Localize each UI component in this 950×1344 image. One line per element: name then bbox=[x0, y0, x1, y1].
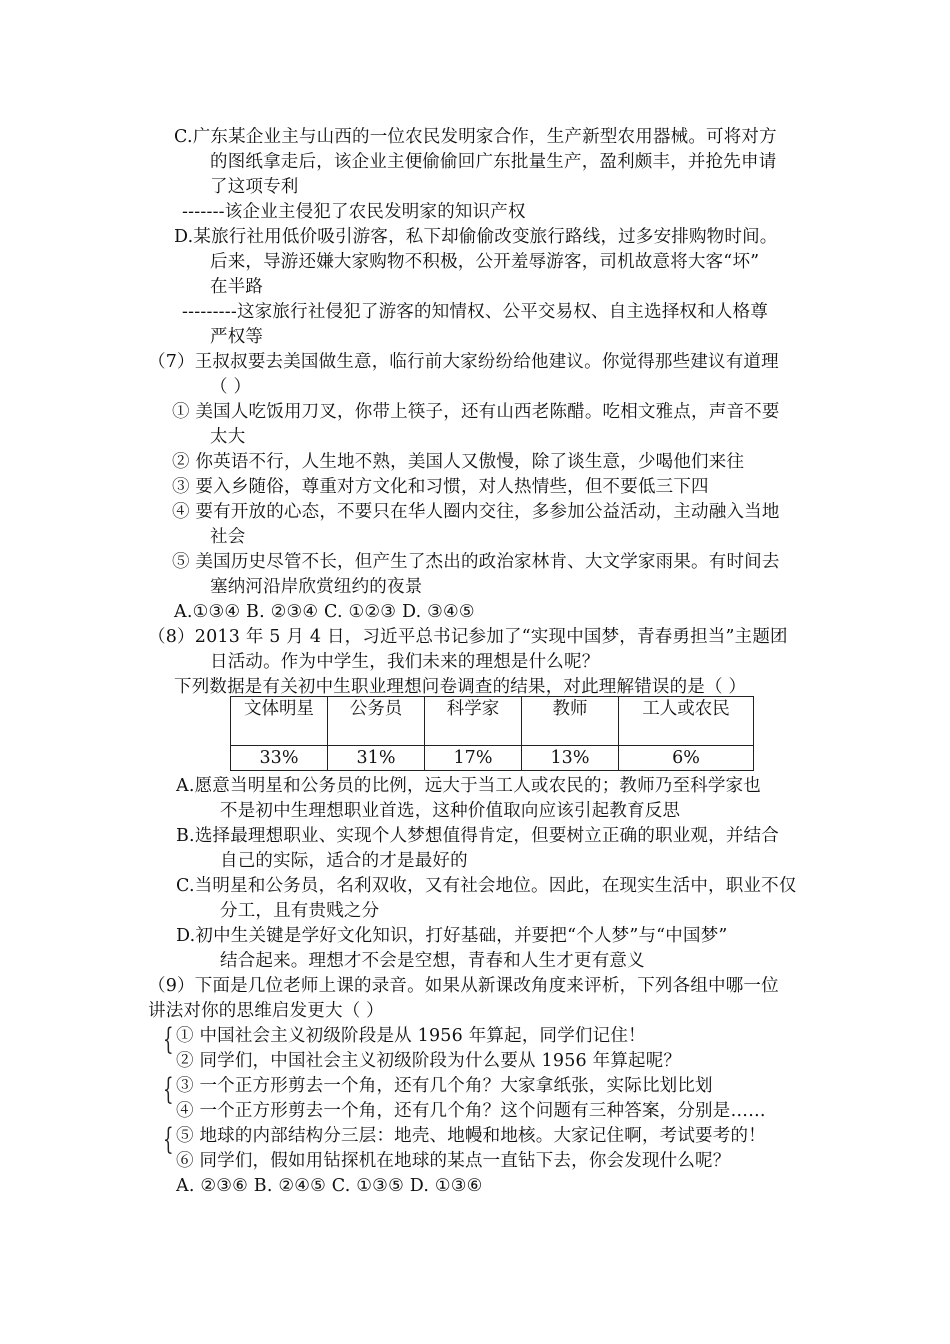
q7-item-4: ④ 要有开放的心态，不要只在华人圈内交往，多参加公益活动，主动融入当地 bbox=[172, 502, 780, 522]
q9-item-6: ⑥ 同学们，假如用钻探机在地球的某点一直钻下去，你会发现什么呢？ bbox=[176, 1151, 731, 1171]
q8-option-d-line-2: 结合起来。理想才不会是空想，青春和人生才更有意义 bbox=[220, 951, 645, 971]
q7-stem-line-1: （7）王叔叔要去美国做生意，临行前大家纷纷给他建议。你觉得那些建议有道理 bbox=[148, 352, 779, 372]
q8-stem-line-3: 下列数据是有关初中生职业理想问卷调查的结果，对此理解错误的是（ ） bbox=[174, 677, 747, 697]
q9-item-4: ④ 一个正方形剪去一个角，还有几个角？这个问题有三种答案，分别是…… bbox=[176, 1101, 766, 1121]
survey-header-cell: 公务员 bbox=[328, 697, 425, 746]
q7-item-1-cont: 太大 bbox=[210, 427, 246, 447]
q6-option-d-conclusion-2: 严权等 bbox=[210, 327, 264, 347]
q7-item-2: ② 你英语不行，人生地不熟，美国人又傲慢，除了谈生意，少喝他们来往 bbox=[172, 452, 745, 472]
survey-value-cell: 6% bbox=[619, 746, 754, 771]
brace-group-1-icon: { bbox=[163, 1022, 174, 1057]
q9-item-1: ① 中国社会主义初级阶段是从 1956 年算起，同学们记住！ bbox=[176, 1026, 646, 1046]
q8-option-a-line-2: 不是初中生理想职业首选，这种价值取向应该引起教育反思 bbox=[220, 801, 681, 821]
brace-group-2-icon: { bbox=[163, 1072, 174, 1107]
q8-stem-line-2: 日活动。作为中学生，我们未来的理想是什么呢？ bbox=[210, 652, 600, 672]
q8-option-b-line-1: B.选择最理想职业、实现个人梦想值得肯定，但要树立正确的职业观，并结合 bbox=[176, 826, 779, 846]
survey-header-cell: 文体明星 bbox=[231, 697, 328, 746]
q8-option-c-line-2: 分工，且有贵贱之分 bbox=[220, 901, 380, 921]
survey-header-cell: 科学家 bbox=[425, 697, 522, 746]
survey-header-row bbox=[231, 697, 754, 746]
survey-value-cell: 13% bbox=[522, 746, 619, 771]
career-survey-table bbox=[230, 696, 754, 771]
survey-header-cell: 教师 bbox=[522, 697, 619, 746]
q7-answer-choices: A.①③④ B. ②③④ C. ①②③ D. ③④⑤ bbox=[174, 602, 475, 622]
q7-item-1: ① 美国人吃饭用刀叉，你带上筷子，还有山西老陈醋。吃相文雅点，声音不要 bbox=[172, 402, 780, 422]
q9-item-2: ② 同学们，中国社会主义初级阶段为什么要从 1956 年算起呢？ bbox=[176, 1051, 682, 1071]
survey-value-row bbox=[231, 746, 754, 771]
q8-option-b-line-2: 自己的实际，适合的才是最好的 bbox=[220, 851, 468, 871]
survey-value-cell: 31% bbox=[328, 746, 425, 771]
survey-value-cell: 33% bbox=[231, 746, 328, 771]
q7-item-5: ⑤ 美国历史尽管不长，但产生了杰出的政治家林肯、大文学家雨果。有时间去 bbox=[172, 552, 780, 572]
q6-option-c-line-1: C.广东某企业主与山西的一位农民发明家合作，生产新型农用器械。可将对方 bbox=[174, 127, 777, 147]
q6-option-c-conclusion: -------该企业主侵犯了农民发明家的知识产权 bbox=[182, 202, 526, 222]
q9-answer-choices: A. ②③⑥ B. ②④⑤ C. ①③⑤ D. ①③⑥ bbox=[176, 1176, 483, 1196]
q6-option-d-conclusion-1: ---------这家旅行社侵犯了游客的知情权、公平交易权、自主选择权和人格尊 bbox=[182, 302, 769, 322]
q6-option-c-line-3: 了这项专利 bbox=[210, 177, 299, 197]
q6-option-c-line-2: 的图纸拿走后，该企业主便偷偷回广东批量生产，盈利颇丰，并抢先申请 bbox=[210, 152, 777, 172]
q9-stem-line-2: 讲法对你的思维启发更大（ ） bbox=[148, 1001, 384, 1021]
q7-stem-blank: （ ） bbox=[210, 377, 252, 397]
q6-option-d-line-3: 在半路 bbox=[210, 277, 264, 297]
q7-item-3: ③ 要入乡随俗，尊重对方文化和习惯，对人热情些，但不要低三下四 bbox=[172, 477, 709, 497]
q8-option-a-line-1: A.愿意当明星和公务员的比例，远大于当工人或农民的；教师乃至科学家也 bbox=[176, 776, 761, 796]
survey-value-cell: 17% bbox=[425, 746, 522, 771]
q6-option-d-line-1: D.某旅行社用低价吸引游客，私下却偷偷改变旅行路线，过多安排购物时间。 bbox=[174, 227, 778, 247]
brace-group-3-icon: { bbox=[163, 1122, 174, 1157]
survey-header-cell: 工人或农民 bbox=[619, 697, 754, 746]
q8-option-d-line-1: D.初中生关键是学好文化知识，打好基础，并要把“个人梦”与“中国梦” bbox=[176, 926, 728, 946]
q7-item-5-cont: 塞纳河沿岸欣赏纽约的夜景 bbox=[210, 577, 423, 597]
q7-item-4-cont: 社会 bbox=[210, 527, 246, 547]
q9-item-3: ③ 一个正方形剪去一个角，还有几个角？大家拿纸张，实际比划比划 bbox=[176, 1076, 713, 1096]
q9-item-5: ⑤ 地球的内部结构分三层：地壳、地幔和地核。大家记住啊，考试要考的！ bbox=[176, 1126, 766, 1146]
q9-stem-line-1: （9）下面是几位老师上课的录音。如果从新课改角度来评析，下列各组中哪一位 bbox=[148, 976, 779, 996]
q8-stem-line-1: （8）2013 年 5 月 4 日，习近平总书记参加了“实现中国梦，青春勇担当”主题团 bbox=[148, 627, 788, 647]
q8-option-c-line-1: C.当明星和公务员，名利双收，又有社会地位。因此，在现实生活中，职业不仅 bbox=[176, 876, 797, 896]
q6-option-d-line-2: 后来，导游还嫌大家购物不积极，公开羞辱游客，司机故意将大客“坏” bbox=[210, 252, 760, 272]
